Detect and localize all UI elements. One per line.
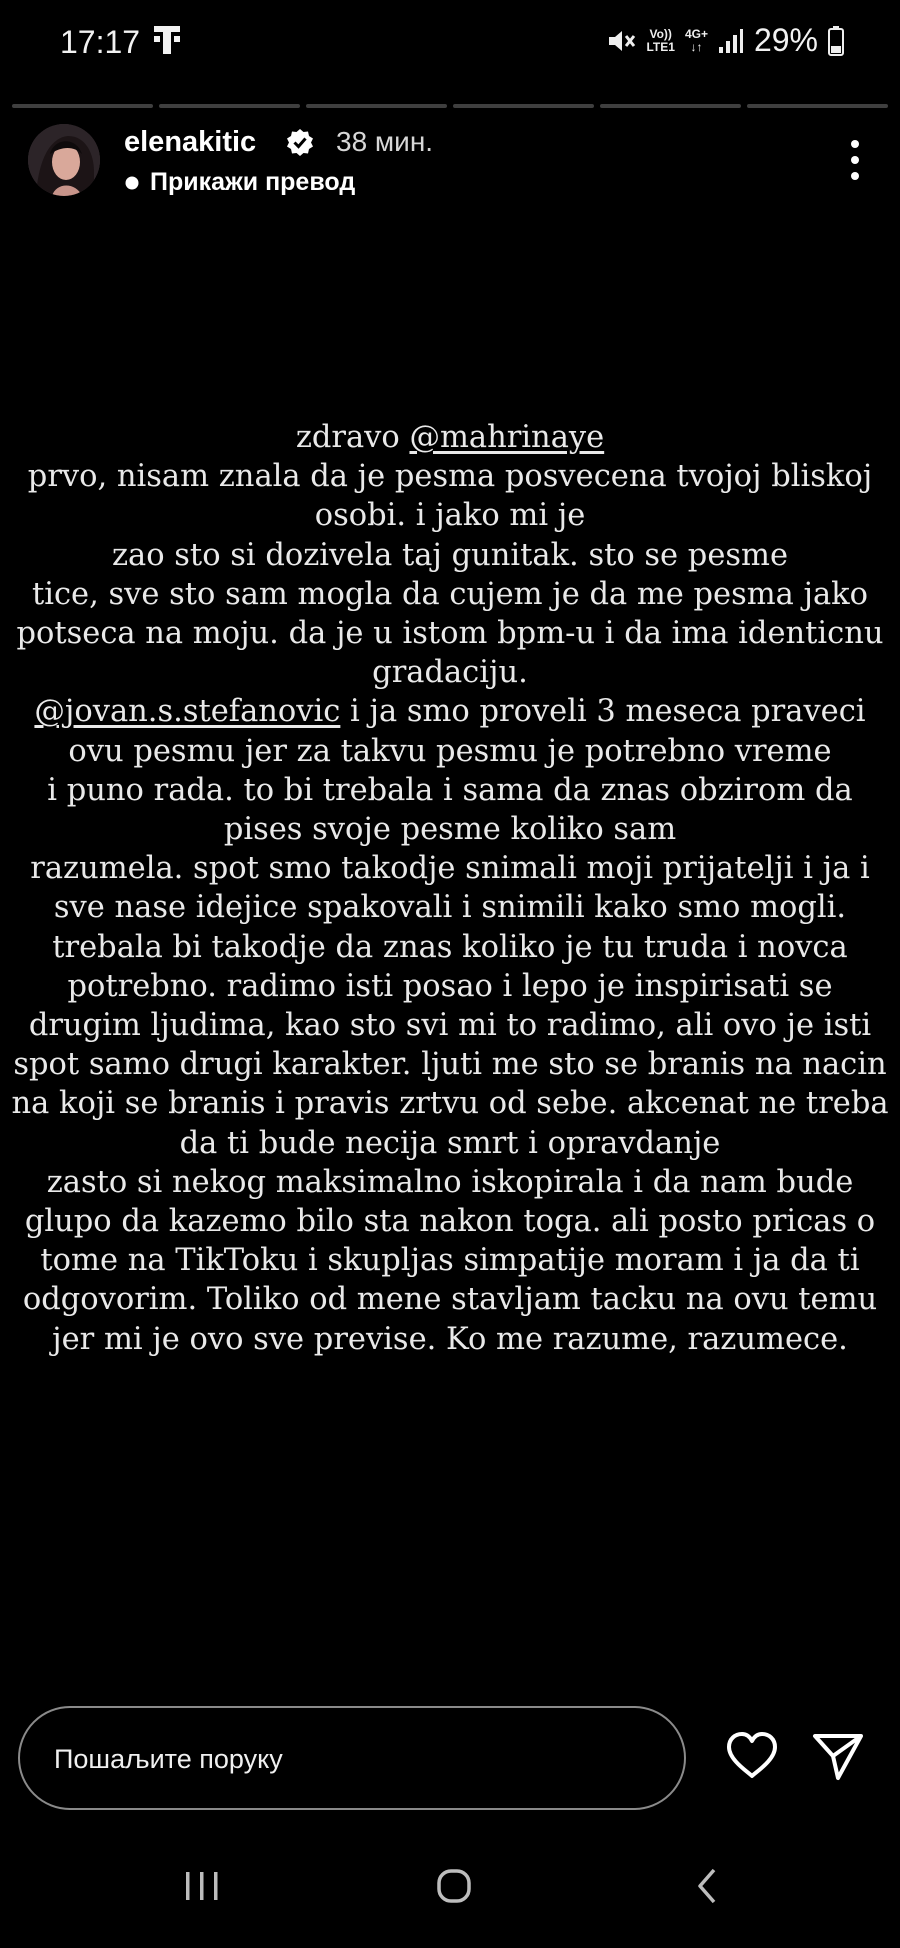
story-text-segment: odgovorim. Toliko od mene stavljam tacku na ovu temu: [22, 1282, 878, 1318]
send-icon[interactable]: [810, 1728, 866, 1784]
t-mobile-icon: [152, 22, 182, 58]
status-icons: [606, 22, 844, 59]
story-text-line: [8, 536, 892, 575]
story-text-line: [8, 888, 892, 927]
message-input-placeholder: Пошаљите поруку: [54, 1744, 283, 1774]
story-text-line: [8, 771, 892, 810]
username[interactable]: elenakitic: [124, 126, 257, 158]
story-text-line: [8, 575, 892, 614]
story-text-segment: na koji se branis i pravis zrtvu od sebe. akcenat ne treba: [11, 1086, 889, 1122]
recents-icon[interactable]: [182, 1868, 222, 1904]
status-time: 17:17: [60, 24, 141, 60]
mention-link[interactable]: @mahrinaye: [409, 420, 605, 455]
story-text-segment: i puno rada. to bi trebala i sama da znas obzirom da: [47, 772, 853, 808]
story-text-segment: tome na TikToku i skupljas simpatije moram i ja da ti: [40, 1243, 860, 1279]
story-text-line: [8, 967, 892, 1006]
story-text-line: [8, 1241, 892, 1280]
story-text-segment: osobi. i jako mi je: [314, 498, 586, 534]
volte-indicator: Vo)) LTE1: [646, 26, 675, 54]
story-text-line: [8, 692, 892, 731]
story-text-line: [8, 1163, 892, 1202]
story-text-segment: i ja smo proveli 3 meseca praveci: [340, 694, 866, 730]
back-icon[interactable]: [690, 1864, 724, 1908]
story-text-segment: potseca na moju. da je u istom bpm-u i da ima identicnu: [16, 616, 884, 652]
story-text-line: [8, 1280, 892, 1319]
network-type: 4G+ ↓↑: [684, 26, 708, 54]
story-progress-segment: [600, 104, 741, 108]
status-bar: [0, 0, 900, 88]
story-text-line: [8, 849, 892, 888]
story-progress-segment: [453, 104, 594, 108]
story-text-line: [8, 614, 892, 653]
see-translation-label: Прикажи превод: [150, 168, 356, 196]
story-progress-segment: [747, 104, 888, 108]
story-time-ago: 38 мин.: [336, 126, 434, 157]
story-text-line: [8, 1124, 892, 1163]
story-text-line: [8, 1202, 892, 1241]
story-text-segment: tice, sve sto sam mogla da cujem je da me pesma jako: [31, 576, 869, 612]
battery-icon: [828, 26, 844, 56]
home-icon[interactable]: [434, 1866, 474, 1906]
story-text-segment: glupo da kazemo bilo sta nakon toga. ali posto pricas o: [24, 1204, 876, 1240]
story-text-segment: spot samo drugi karakter. ljuti me sto se branis na nacin: [13, 1047, 887, 1083]
story-text-segment: jer mi je ovo sve previse. Ko me razume, razumece.: [52, 1321, 848, 1357]
story-text-line: [8, 457, 892, 496]
story-text-segment: drugim ljudima, kao sto svi mi to radimo, ali ovo je isti: [28, 1008, 872, 1044]
story-text-segment: zao sto si dozivela taj gunitak. sto se pesme: [111, 537, 789, 573]
more-options-icon[interactable]: [840, 138, 870, 182]
see-translation-button[interactable]: [124, 168, 355, 197]
message-input[interactable]: [18, 1706, 686, 1810]
mute-icon: [606, 26, 636, 56]
story-text-line: [8, 1006, 892, 1045]
story-text-segment: potrebno. radimo isti posao i lepo je inspirisati se: [67, 968, 833, 1004]
story-text: [8, 418, 892, 1359]
verified-badge-icon: [286, 128, 314, 156]
heart-icon[interactable]: [724, 1730, 780, 1782]
story-text-line: [8, 653, 892, 692]
story-text-line: [8, 732, 892, 771]
story-text-segment: sve nase idejice spakovali i snimili kako smo mogli.: [53, 890, 847, 926]
story-text-line: [8, 928, 892, 967]
story-text-segment: da ti bude necija smrt i opravdanje: [179, 1125, 721, 1161]
story-text-line: [8, 418, 892, 457]
translate-icon: [124, 175, 140, 191]
data-arrows-icon: ↓↑: [690, 39, 703, 54]
avatar-image: [28, 124, 100, 196]
story-progress-bar: [12, 104, 888, 110]
story-text-segment: razumela. spot smo takodje snimali moji prijatelji i ja i: [30, 851, 870, 887]
battery-percent: 29%: [753, 22, 818, 58]
story-text-line: [8, 1320, 892, 1359]
story-text-line: [8, 1045, 892, 1084]
story-text-segment: ovu pesmu jer za takvu pesmu je potrebno vreme: [68, 733, 832, 769]
story-progress-segment: [306, 104, 447, 108]
story-text-segment: pises svoje pesme koliko sam: [223, 812, 677, 848]
story-progress-segment: [12, 104, 153, 108]
mention-link[interactable]: @jovan.s.stefanovic: [34, 694, 341, 730]
story-text-segment: gradaciju.: [372, 655, 528, 691]
story-text-segment: zdravo: [295, 420, 410, 455]
story-text-line: [8, 810, 892, 849]
story-progress-segment: [159, 104, 300, 108]
avatar[interactable]: [28, 124, 100, 196]
signal-icon: [718, 27, 744, 55]
story-text-segment: trebala bi takodje da znas koliko je tu truda i novca: [52, 929, 848, 965]
story-text-segment: zasto si nekog maksimalno iskopirala i da nam bude: [46, 1164, 854, 1200]
story-text-line: [8, 1084, 892, 1123]
story-text-segment: prvo, nisam znala da je pesma posvecena tvojoj bliskoj: [27, 459, 873, 495]
story-text-line: [8, 496, 892, 535]
